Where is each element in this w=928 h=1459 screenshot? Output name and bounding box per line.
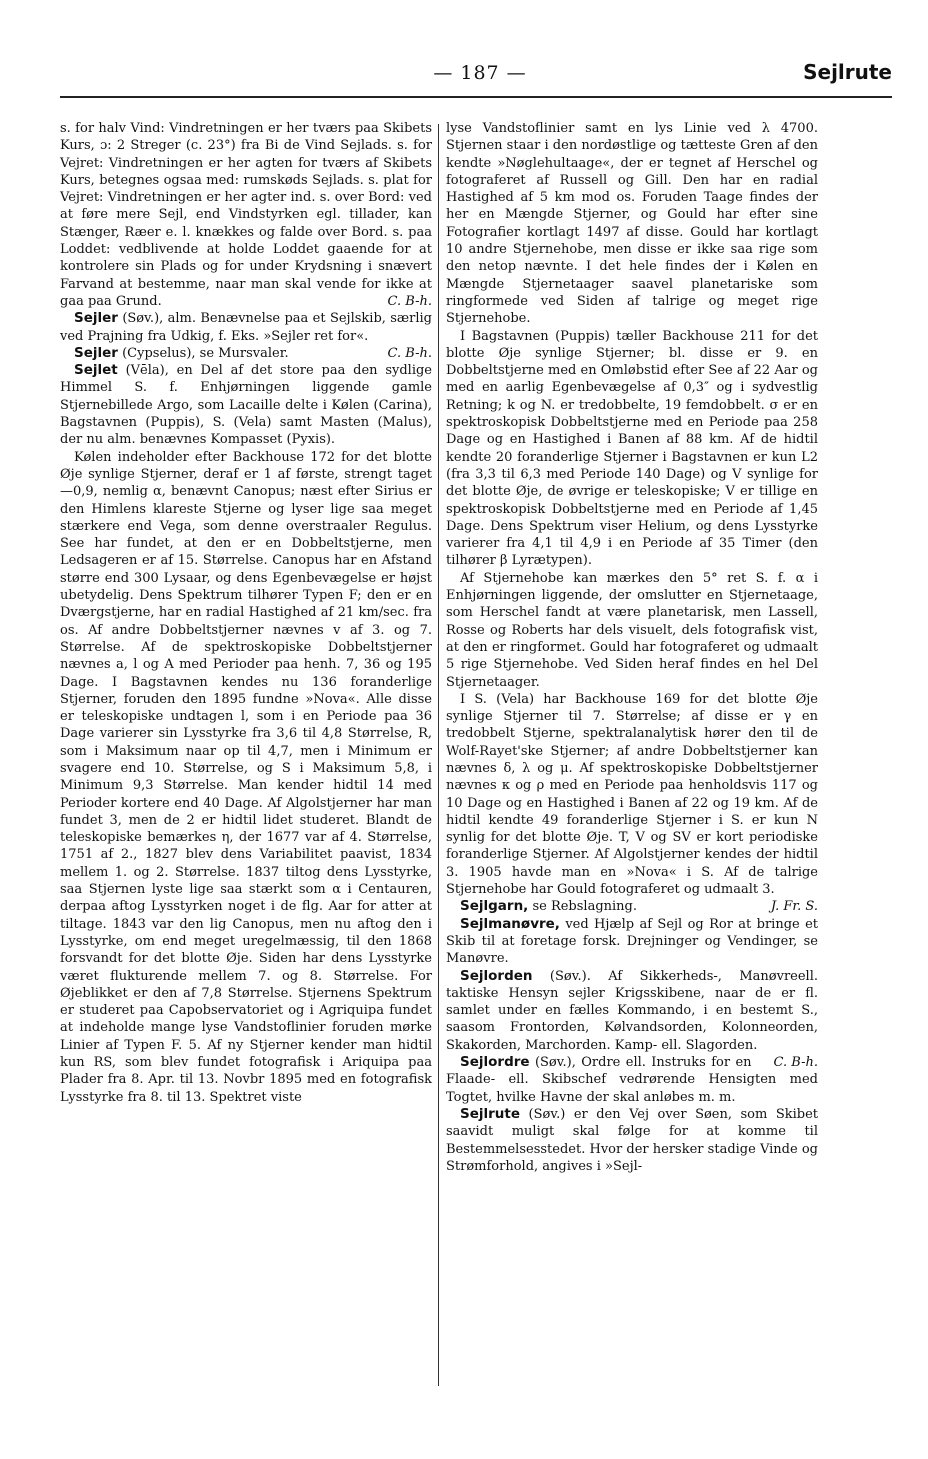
page-header [60, 62, 892, 92]
entry-sejlrute: Sejlrute (Søv.) er den Vej over Søen, som Skibet saavidt muligt skal følge for at komme til Bestemmelsesstedet. Hvor der hersker stadige Vinde og Strømforhold, angives i »Sejl- [446, 1105, 818, 1174]
entry-title: Sejlet [74, 362, 118, 379]
entry-sejlordre: Sejlordre (Søv.), Ordre ell. Instruks for en Flaade- ell. Skibschef vedrørende Hensigten med Togtet, hvilke Havne der skal anløbes m. m. [446, 1054, 818, 1105]
entry-title: Sejlmanøvre, [460, 915, 560, 932]
entry-title: Sejler [74, 310, 118, 327]
entry-sejlet: Sejlet (Vēla), en Del af det store paa den sydlige Himmel S. f. Enhjørningen liggende gamle Stjernebillede Argo, som Lacaille delte i Kølen (Carina), Bagstavnen (Puppis), S. (Vela) samt Masten (Malus), der nu alm. benævnes Kompasset (Pyxis). [60, 362, 432, 448]
entry-sejler-cypselus: Sejler (Cypselus), se Mursvaler. [74, 344, 289, 361]
paragraph-vela: I S. (Vela) har Backhouse 169 for det blotte Øje synlige Stjerner til 7. Størrelse; af disse er γ en tredobbelt Stjerne, spektralanalytisk hører den til de Wolf-Rayet'ske Stjerner; af andre Dobbeltstjerner kan nævnes δ, λ og μ. Af spektroskopiske Dobbeltstjerner nævnes κ og ρ med en Periode paa henholdsvis 117 og 10 Dage og en Hastighed i Banen af 22 og 19 km. Af de hidtil kendte 49 foranderlige Stjerner i S. er kun N synlig for det blotte Øje. T, V og SV er kort periodiske foranderlige Stjerner. Af Algolstjerner kendes der hidtil 3. 1905 havde man en »Nova« i S. Af de talrige Stjernehobe har Gould fotograferet og udmaalt 3. J. Fr. S. [446, 691, 818, 915]
entry-sejler: Sejler (Søv.), alm. Benævnelse paa et Sejlskib, særlig ved Prajning fra Udkig, f. Eks. »Sejler ret for«. C. B-h. [60, 310, 432, 361]
left-column [60, 120, 432, 1106]
author-signature: C. B-h. [387, 345, 432, 361]
entry-sejlmanovre: Sejlmanøvre, ved Hjælp af Sejl og Ror at bringe et Skib til at foretage forsk. Drejninger og Vendinger, se Manøvre. [446, 915, 818, 967]
paragraph-stjernehobe: Af Stjernehobe kan mærkes den 5° ret S. f. α i Enhjørningen liggende, der omslutter en Stjernetaage, som Herschel fandt at være planetarisk, men Lassell, Rosse og Roberts har dels visuelt, dels fotografisk vist, at den er ringformet. Gould har fotograferet og udmaalt 5 rige Stjernehobe. Ved Siden heraf findes en hel Del Stjernetaager. [446, 570, 818, 690]
entry-title: Sejlordre [460, 1054, 530, 1071]
author-signature: C. B-h. [387, 293, 432, 309]
column-divider [438, 124, 439, 1386]
author-signature: C. B-h. [773, 1055, 818, 1071]
entry-title: Sejlorden [460, 967, 533, 984]
paragraph-halv-vind: s. for halv Vind: Vindretningen er her tværs paa Skibets Kurs, ɔ: 2 Streger (c. 23°) fra Bi de Vind Sejlads. s. for Vejret: Vindretningen er her agten for tværs af Skibets Kurs, betegnes ogsaa med: rumskøds Sejlads. s. plat for Vejret: Vindretningen er her agter ind. s. over Bord: ved at føre mere Sejl, end Vindstyrken egl. tillader, kan Stænger, Ræer e. l. knækkes og falde over Bord. s. paa Loddet: vedblivende at holde Loddet gaaende for at kontrolere sin Plads og for under Krydsning i snævert Farvand at bestemme, naar man skal vende for ikke at gaa paa Grund. C. B-h. [60, 121, 432, 309]
paragraph-bagstavnen: I Bagstavnen (Puppis) tæller Backhouse 211 for det blotte Øje synlige Stjerner; bl. disse er 9. en Dobbeltstjerne med en Omløbstid efter See af 22 Aar og med en aarlig Egenbevægelse af 0,3″ og i sydvestlig Retning; k og N. er tredobbelte, 19 femdobbelt. σ er en spektroskopisk Dobbeltstjerne med en Periode paa 258 Dage og en Hastighed i Banen af 88 km. Af de hidtil kendte 20 foranderlige Stjerner i Bagstavnen er kun L2 (fra 3,3 til 6,3 med Periode 140 Dage) og V synlige for det blotte Øje, de øvrige er teleskopiske; V er tillige en spektroskopisk Dobbeltstjerne med en Periode af 1,45 Dage. Dens Spektrum viser Helium, og dens Lysstyrke varierer fra 4,1 til 4,9 i en Periode af 35 Timer (den tilhører β Lyrætypen). [446, 328, 818, 569]
paragraph-continuation: lyse Vandstoflinier samt en lys Linie ved λ 4700. Stjernen staar i den nordøstlige og tætteste Gren af den kendte »Nøglehultaage«, der er tegnet af Herschel og fotograferet af Russell og Gill. Den har en radial Hastighed af 5 km mod os. Foruden Taage findes der her en Mængde Stjerner, og Gould har efter sine Fotografier kortlagt 1497 af disse. Gould har kortlagt 10 andre Stjernehobe, men disse er ikke saa rige som den netop nævnte. I det hele findes der i Kølen en Mængde Stjernetaager saavel planetariske som ringformede ved Siden af talrige og meget rige Stjernehobe. [446, 121, 818, 327]
page-number: — 187 — [433, 62, 527, 84]
running-title: Sejlrute [803, 60, 892, 84]
header-rule [60, 96, 892, 98]
paragraph-kolen: Kølen indeholder efter Backhouse 172 for det blotte Øje synlige Stjerner, deraf er 1 af første, strengt taget —0,9, nemlig α, benævnt Canopus; næst efter Sirius er den Himlens klareste Stjerne og lyser lige saa meget stærkere end Vega, som denne overstraaler Regulus. See har fundet, at den er en Dobbeltstjerne, men Ledsageren er af 15. Størrelse. Canopus har en Afstand større end 300 Lysaar, og dens Egenbevægelse er højst ubetydelig. Dens Spektrum tilhører Typen F; den er en Dværgstjerne, har en radial Hastighed af 21 km/sec. fra os. Af andre Dobbeltstjerner nævnes v af 3. og 7. Størrelse. Af de spektroskopiske Dobbeltstjerner nævnes a, l og A med Perioder paa henh. 7, 36 og 195 Dage. I Bagstavnen kendes nu 136 foranderlige Stjerner, foruden den 1895 fundne »Nova«. Alle disse er teleskopiske undtagen l, som i en Periode paa 36 Dage varierer sin Lysstyrke fra 3,6 til 4,8 Størrelse, R, som i Maksimum naar op til 4,7, men i Minimum er svagere end 10. Størrelse, og S i Maksimum 5,8, i Minimum 9,3 Størrelse. Man kender hidtil 14 med Perioder kortere end 40 Dage. Af Algolstjerner har man fundet 3, men de 2 er hidtil lidet studeret. Blandt de teleskopiske bemærkes η, der 1677 var af 4. Størrelse, 1751 af 2., 1827 blev dens Variabilitet paavist, 1834 mellem 1. og 2. Størrelse. 1837 tiltog dens Lysstyrke, saa Stjernen lyste lige saa stærkt som α i Centauren, derpaa aftog Lysstyrken noget i de flg. Aar for atter at tiltage. 1843 var den lig Canopus, men nu aftog den i Lysstyrke, om end meget uregelmæssig, til den 1868 forsvandt for det blotte Øje. Siden har dens Lysstyrke været flukturende mellem 7. og 8. Størrelse. For Øjeblikket er den af 7,8 Størrelse. Stjernens Spektrum er studeret paa Capobservatoriet og i Agriquipa fundet at indeholde mange lyse Vandstoflinier foruden mørke Linier af Typen F. 5. Af ny Stjerner kender man hidtil kun RS, som blev fundet fotografisk i Ariquipa paa Plader fra 8. Apr. til 13. Novbr 1895 med en fotografisk Lysstyrke fra 8. til 13. Spektret viste [60, 449, 432, 1105]
right-column [446, 120, 818, 1175]
entry-title: Sejler [74, 344, 118, 361]
entry-sejlgarn: Sejlgarn, se Rebslagning. [460, 898, 638, 915]
entry-sejlorden: Sejlorden (Søv.). Af Sikkerheds-, Manøvreell. taktiske Hensyn sejler Krigsskibene, naar de er fl. samlet under en fælles Kommando, i en bestemt S., saasom Frontorden, Kølvandsorden, Kolonneorden, Skakorden, Marchorden. Kamp- ell. Slagorden. C. B-h. [446, 967, 818, 1071]
entry-title: Sejlrute [460, 1105, 521, 1122]
author-signature: J. Fr. S. [770, 899, 818, 915]
entry-title: Sejlgarn, [460, 898, 529, 915]
